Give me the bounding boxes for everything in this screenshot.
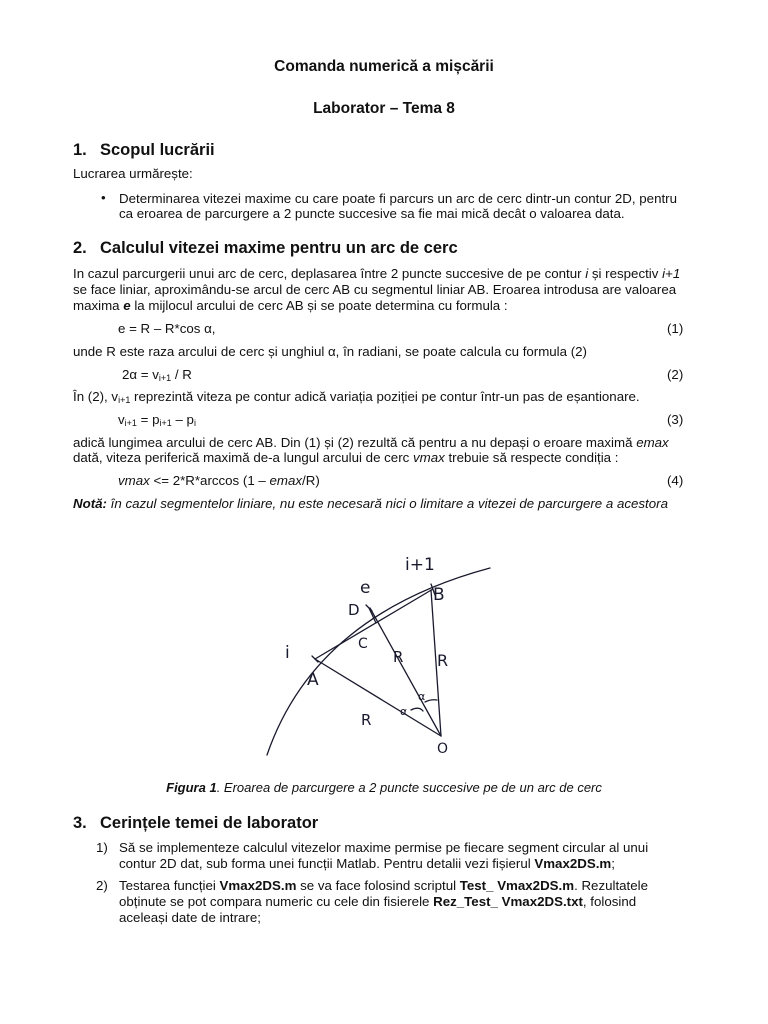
equation-4-number: (4) — [667, 473, 684, 488]
bullet-line2: ca eroarea de parcurgere a 2 puncte succesive sa fie mai mică decât o valoarea data. — [119, 206, 625, 221]
label-alpha1: α — [400, 705, 408, 718]
equation-3: $v_{i+1} = p_{i+1} - p_i$ — [118, 412, 196, 428]
chord-ab — [315, 589, 433, 659]
angle-arc-2 — [425, 700, 437, 702]
equation-4: vmax <= 2*R*arccos (1 – emax/R) — [118, 473, 320, 488]
paragraph-line: În (2), $v_{i+1}$ reprezintă viteza pe contur adică variația poziției pe contur într-un pas de eșantionare. — [73, 389, 640, 405]
label-d: D — [348, 601, 360, 619]
paragraph-line: adică lungimea arcului de cerc AB. Din (1) și (2) rezultă că pentru a nu depași o eroare maximă emax — [73, 435, 669, 450]
list-item-number: 1) — [96, 840, 108, 855]
label-o: O — [437, 741, 449, 757]
label-r2: R — [437, 651, 449, 670]
label-b: B — [433, 585, 445, 605]
paragraph-line: unde R este raza arcului de cerc și unghiul α, în radiani, se poate calcula cu formula (2) — [73, 344, 587, 359]
label-r3: R — [361, 711, 372, 729]
document-title: Comanda numerică a mișcării — [274, 58, 494, 75]
label-r1: R — [393, 648, 404, 666]
label-alpha2: α — [418, 690, 426, 703]
equation-1: e = R – R*cos α, — [118, 321, 216, 336]
bullet-dot: • — [101, 190, 106, 205]
list-item-line: contur 2D dat, sub forma unei funcții Matlab. Pentru detalii vezi fișierul Vmax2DS.m; — [119, 856, 615, 871]
list-item-line: obținute se pot compara numeric cu cele din fisierele Rez_Test_ Vmax2DS.txt, folosind — [119, 894, 637, 909]
tick-d — [366, 605, 372, 611]
angle-arc-1 — [411, 708, 423, 711]
section1-number: 1. — [73, 141, 87, 159]
label-i: i — [285, 643, 290, 663]
section3-number: 3. — [73, 814, 87, 832]
section1-intro: Lucrarea urmărește: — [73, 166, 193, 181]
list-item-line: Testarea funcției Vmax2DS.m se va face folosind scriptul Test_ Vmax2DS.m. Rezultatele — [119, 878, 648, 893]
label-e: e — [360, 578, 371, 598]
label-a: A — [307, 670, 319, 690]
note: Notă: în cazul segmentelor liniare, nu este necesară nici o limitare a vitezei de parcurgere a acestora — [73, 496, 668, 511]
section3-heading — [73, 814, 318, 833]
section1-title: Scopul lucrării — [100, 141, 215, 159]
paragraph-line: In cazul parcurgerii unui arc de cerc, deplasarea între 2 puncte succesive de pe contur i și respectiv i+1 — [73, 266, 681, 281]
list-item-line: Să se implementeze calculul vitezelor maxime permise pe fiecare segment circular al unui — [119, 840, 649, 855]
document-subtitle: Laborator – Tema 8 — [313, 100, 455, 117]
section2-number: 2. — [73, 239, 87, 257]
label-i1: i+1 — [405, 555, 435, 575]
equation-2: $2\alpha = v_{i+1} / R$ — [122, 367, 192, 383]
list-item-line: aceleași date de intrare; — [119, 910, 261, 925]
paragraph-line: maxima e la mijlocul arcului de cerc AB și se poate determina cu formula : — [73, 298, 508, 313]
section1-heading — [73, 141, 215, 160]
section2-title: Calculul vitezei maxime pentru un arc de cerc — [100, 239, 458, 257]
figure-caption: Figura 1. Eroarea de parcurgere a 2 puncte succesive pe de un arc de cerc — [166, 780, 602, 795]
section3-title: Cerințele temei de laborator — [100, 814, 319, 832]
list-item-number: 2) — [96, 878, 108, 893]
paragraph-line: se face liniar, aproximându-se arcul de cerc AB cu segmentul liniar AB. Eroarea introdusa are valoarea — [73, 282, 677, 297]
equation-2-number: (2) — [667, 367, 684, 382]
tick-a — [312, 656, 318, 662]
paragraph-line: dată, viteza periferică maximă de-a lungul arcului de cerc vmax trebuie să respecte condiția : — [73, 450, 619, 465]
label-c: C — [358, 636, 368, 652]
bullet-line1: Determinarea vitezei maxime cu care poate fi parcurs un arc de cerc dintr-un contur 2D, pentru — [119, 191, 677, 206]
arc-diagram — [255, 540, 515, 765]
arc-curve — [267, 568, 490, 755]
equation-3-number: (3) — [667, 412, 684, 427]
equation-1-number: (1) — [667, 321, 684, 336]
section2-heading — [73, 239, 458, 258]
